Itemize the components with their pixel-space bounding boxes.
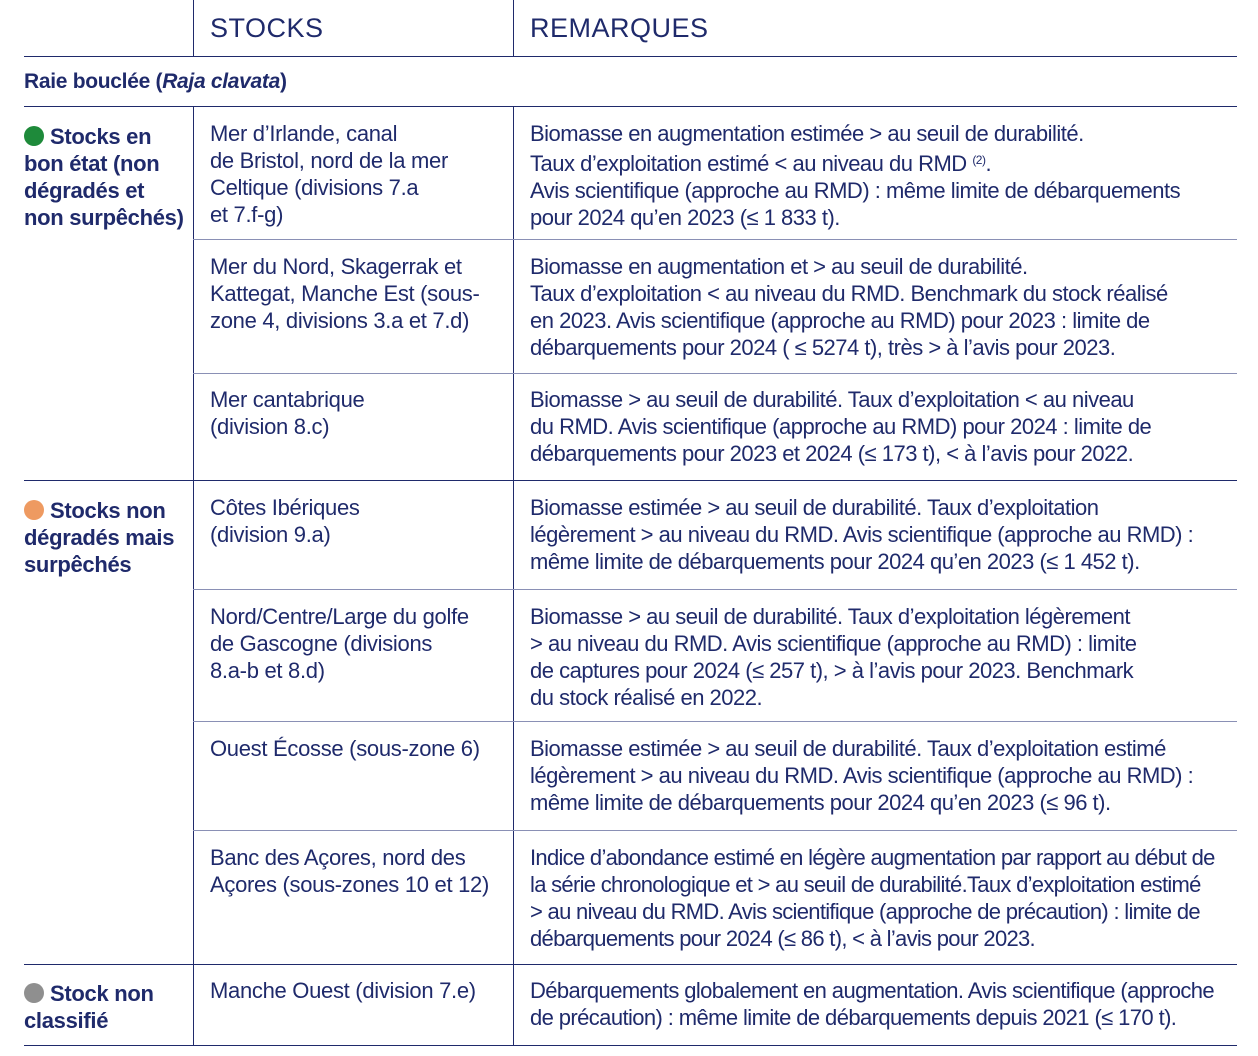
group-good-state bbox=[24, 123, 184, 231]
divider-body-1 bbox=[193, 106, 194, 1046]
group-label: Stock non classifié bbox=[24, 981, 154, 1033]
stock-cell: Mer cantabrique (division 8.c) bbox=[210, 387, 365, 439]
stock-cell: Mer d’Irlande, canal de Bristol, nord de la mer Celtique (divisions 7.a et 7.f-g) bbox=[210, 121, 448, 227]
row-divider bbox=[193, 721, 1237, 722]
grey-status-dot-icon bbox=[24, 983, 44, 1003]
group-label: Stocks non dégradés mais surpêchés bbox=[24, 498, 175, 577]
group-label: Stocks en bon état (non dégradés et non surpêchés) bbox=[24, 124, 184, 230]
header-stocks: STOCKS bbox=[210, 12, 324, 43]
remark-cell bbox=[530, 120, 1235, 231]
row-divider bbox=[193, 830, 1237, 831]
remark-text: . Avis scientifique (approche au RMD) : même limite de débarquements pour 2024 qu’en 2023 (≤ 1 833 t). bbox=[530, 151, 1181, 230]
remark-text: Biomasse en augmentation estimée > au seuil de durabilité. Taux d’exploitation estimé < au niveau du RMD bbox=[530, 121, 1084, 176]
row-divider bbox=[193, 589, 1237, 590]
divider-header-2 bbox=[513, 0, 514, 56]
group-overfished bbox=[24, 497, 184, 578]
stock-cell: Banc des Açores, nord des Açores (sous-zones 10 et 12) bbox=[210, 845, 489, 897]
table-header bbox=[24, 0, 1237, 57]
species-common: Raie bouclée ( bbox=[24, 69, 163, 93]
stock-cell: Manche Ouest (division 7.e) bbox=[210, 978, 476, 1003]
footnote-marker: (2) bbox=[972, 153, 986, 167]
remark-cell: Biomasse > au seuil de durabilité. Taux d’exploitation légèrement > au niveau du RMD. Avis scientifique (approche au RMD) : limite de captures pour 2024 (≤ 257 t), > à l’avis pour 2023. Benchmark du stock réalisé en 2022. bbox=[530, 604, 1137, 710]
species-title bbox=[24, 57, 1237, 107]
stock-cell: Ouest Écosse (sous-zone 6) bbox=[210, 736, 480, 761]
row-divider bbox=[193, 239, 1237, 240]
header-remarks: REMARQUES bbox=[530, 12, 709, 43]
green-status-dot-icon bbox=[24, 126, 44, 146]
stock-cell: Nord/Centre/Large du golfe de Gascogne (divisions 8.a-b et 8.d) bbox=[210, 604, 469, 683]
remark-cell: Biomasse en augmentation et > au seuil de durabilité. Taux d’exploitation < au niveau du RMD. Benchmark du stock réalisé en 2023. Avis scientifique (approche au RMD) pour 2023 : limite de débarquements pour 2024 ( ≤ 5274 t), très > à l’avis pour 2023. bbox=[530, 254, 1168, 360]
stock-cell: Côtes Ibériques (division 9.a) bbox=[210, 495, 360, 547]
remark-cell: Biomasse estimée > au seuil de durabilité. Taux d’exploitation estimé légèrement > au niveau du RMD. Avis scientifique (approche au RMD) : même limite de débarquements pour 2024 qu’en 2023 (≤ 96 t). bbox=[530, 736, 1194, 815]
table-bottom-border bbox=[24, 1045, 1237, 1046]
group-divider bbox=[24, 964, 1237, 965]
group-divider bbox=[24, 480, 1237, 481]
species-latin: Raja clavata bbox=[162, 69, 281, 93]
species-close: ) bbox=[280, 69, 287, 93]
group-unclassified bbox=[24, 980, 184, 1034]
row-divider bbox=[193, 373, 1237, 374]
stock-table bbox=[24, 0, 1237, 1056]
remark-cell: Biomasse estimée > au seuil de durabilité. Taux d’exploitation légèrement > au niveau du RMD. Avis scientifique (approche au RMD) : même limite de débarquements pour 2024 qu’en 2023 (≤ 1 452 t). bbox=[530, 495, 1194, 574]
remark-cell: Débarquements globalement en augmentation. Avis scientifique (approche de précaution) : même limite de débarquements depuis 2021 (≤ 170 t). bbox=[530, 978, 1215, 1030]
divider-body-2 bbox=[513, 106, 514, 1046]
stock-cell: Mer du Nord, Skagerrak et Kattegat, Manche Est (sous- zone 4, divisions 3.a et 7.d) bbox=[210, 254, 480, 333]
orange-status-dot-icon bbox=[24, 500, 44, 520]
divider-header-1 bbox=[193, 0, 194, 56]
remark-cell: Biomasse > au seuil de durabilité. Taux d’exploitation < au niveau du RMD. Avis scientifique (approche au RMD) pour 2024 : limite de débarquements pour 2023 et 2024 (≤ 173 t), < à l’avis pour 2022. bbox=[530, 387, 1152, 466]
remark-cell: Indice d’abondance estimé en légère augmentation par rapport au début de la série chronologique et > au seuil de durabilité.Taux d’exploitation estimé > au niveau du RMD. Avis scientifique (approche de précaution) : limite de débarquements pour 2024 (≤ 86 t), < à l’avis pour 2023. bbox=[530, 845, 1215, 951]
